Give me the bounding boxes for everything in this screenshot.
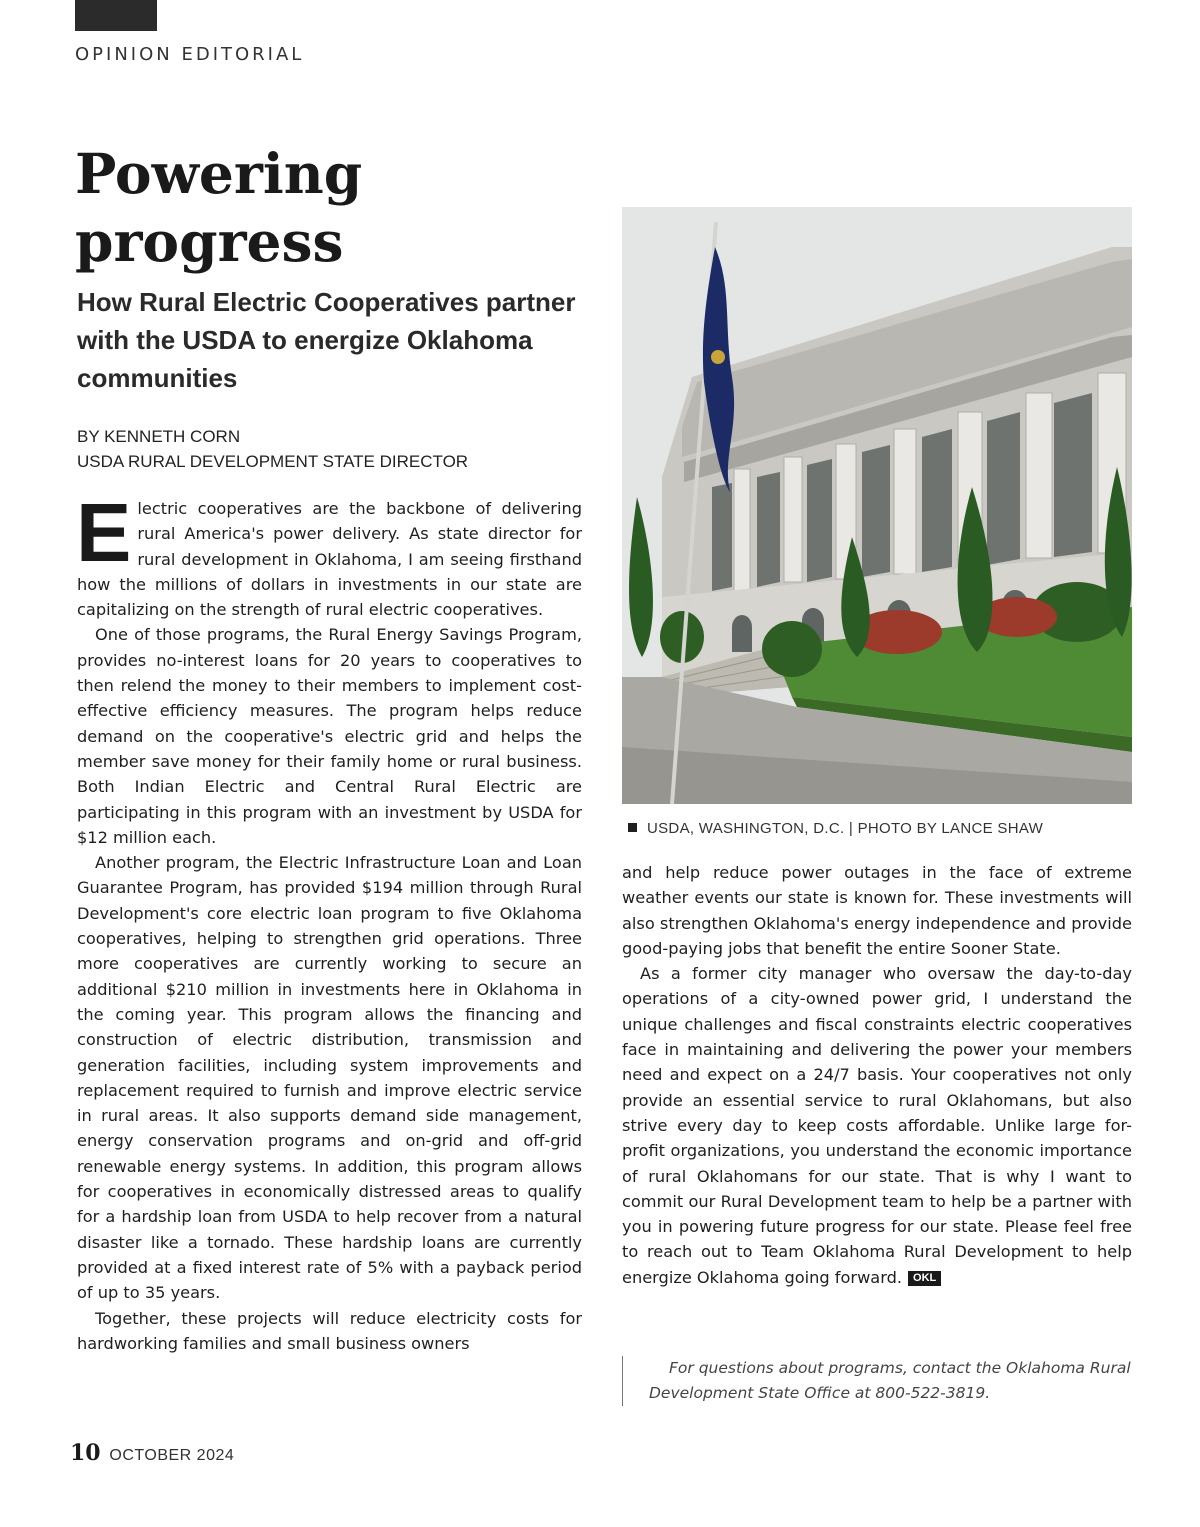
paragraph-5: and help reduce power outages in the face of extreme weather events our state is known for. These investments will also strengthen Oklahoma's energy independence and provide good-paying jobs that benefit the entire Sooner State.: [622, 863, 1132, 958]
paragraph-1-text: lectric cooperatives are the backbone of delivering rural America's power delivery. As state director for rural development in Oklahoma, I am seeing firsthand how the millions of dollars in investments in our state are capitalizing on the strength of rural electric cooperatives.: [77, 499, 582, 620]
page-number: 10: [70, 1440, 101, 1466]
page-footer: [70, 1440, 234, 1466]
paragraph-4: Together, these projects will reduce electricity costs for hardworking families and small business owners: [77, 1308, 582, 1353]
caption-square-icon: [628, 823, 637, 832]
title-line-2: progress: [75, 209, 344, 274]
byline-name: BY KENNETH CORN: [77, 427, 241, 446]
article-title: [75, 140, 362, 276]
paragraph-6-text: As a former city manager who oversaw the day-to-day operations of a city-owned power grid, I understand the unique challenges and fiscal constraints electric cooperatives face in maintaining and delivering the power your members need and expect on a 24/7 basis. Your cooperatives not only provide an essential service to rural Oklahomans, but also strive every day to keep costs affordable. Unlike large for-profit organizations, you understand the economic importance of rural Oklahomans for our state. That is why I want to commit our Rural Development team to help be a partner with you in powering future progress for our state. Please feel free to reach out to Team Oklahoma Rural Development to help energize Oklahoma going forward.: [622, 964, 1132, 1287]
header-bar: [75, 0, 157, 31]
article-photo: [622, 207, 1132, 804]
section-label: OPINION EDITORIAL: [75, 44, 305, 65]
caption-text: USDA, WASHINGTON, D.C. | PHOTO BY LANCE SHAW: [647, 820, 1044, 837]
contact-note: [622, 1356, 1132, 1406]
contact-note-text: For questions about programs, contact the Oklahoma Rural Development State Office at 800-522-3819.: [649, 1359, 1131, 1402]
byline: [77, 424, 468, 474]
paragraph-1: [76, 486, 582, 622]
article-subtitle: How Rural Electric Cooperatives partner with the USDA to energize Oklahoma communities: [77, 287, 576, 393]
paragraph-6: [622, 961, 1132, 1290]
title-line-1: Powering: [75, 141, 363, 206]
drop-cap: E: [76, 486, 132, 579]
article-column-right: [622, 860, 1132, 1290]
issue-date: OCTOBER 2024: [109, 1447, 235, 1464]
photo-caption: [628, 820, 1043, 837]
end-mark-badge: OKL: [908, 1271, 941, 1286]
paragraph-3: Another program, the Electric Infrastructure Loan and Loan Guarantee Program, has provided $194 million through Rural Development's core electric loan program to five Oklahoma cooperatives, helping to strengthen grid operations. Three more cooperatives are currently working to secure an additional $210 million in investments here in Oklahoma in the coming year. This program allows the financing and construction of electric distribution, transmission and generation facilities, including system improvements and replacement required to furnish and improve electric service in rural areas. It also supports demand side management, energy conservation programs and on-grid and off-grid renewable energy systems. In addition, this program allows for cooperatives in economically distressed areas to qualify for a hardship loan from USDA to help recover from a natural disaster like a tornado. These hardship loans are currently provided at a fixed interest rate of 5% with a payback period of up to 35 years.: [77, 853, 582, 1303]
paragraph-2: One of those programs, the Rural Energy Savings Program, provides no-interest loans for 20 years to cooperatives to then relend the money to their members to implement cost-effective efficiency measures. The program helps reduce demand on the cooperative's electric grid and helps the member save money for their family home or rural business. Both Indian Electric and Central Rural Electric are participating in this program with an investment by USDA for $12 million each.: [77, 625, 582, 847]
byline-title: USDA RURAL DEVELOPMENT STATE DIRECTOR: [77, 452, 469, 471]
article-column-left: [76, 486, 582, 1356]
